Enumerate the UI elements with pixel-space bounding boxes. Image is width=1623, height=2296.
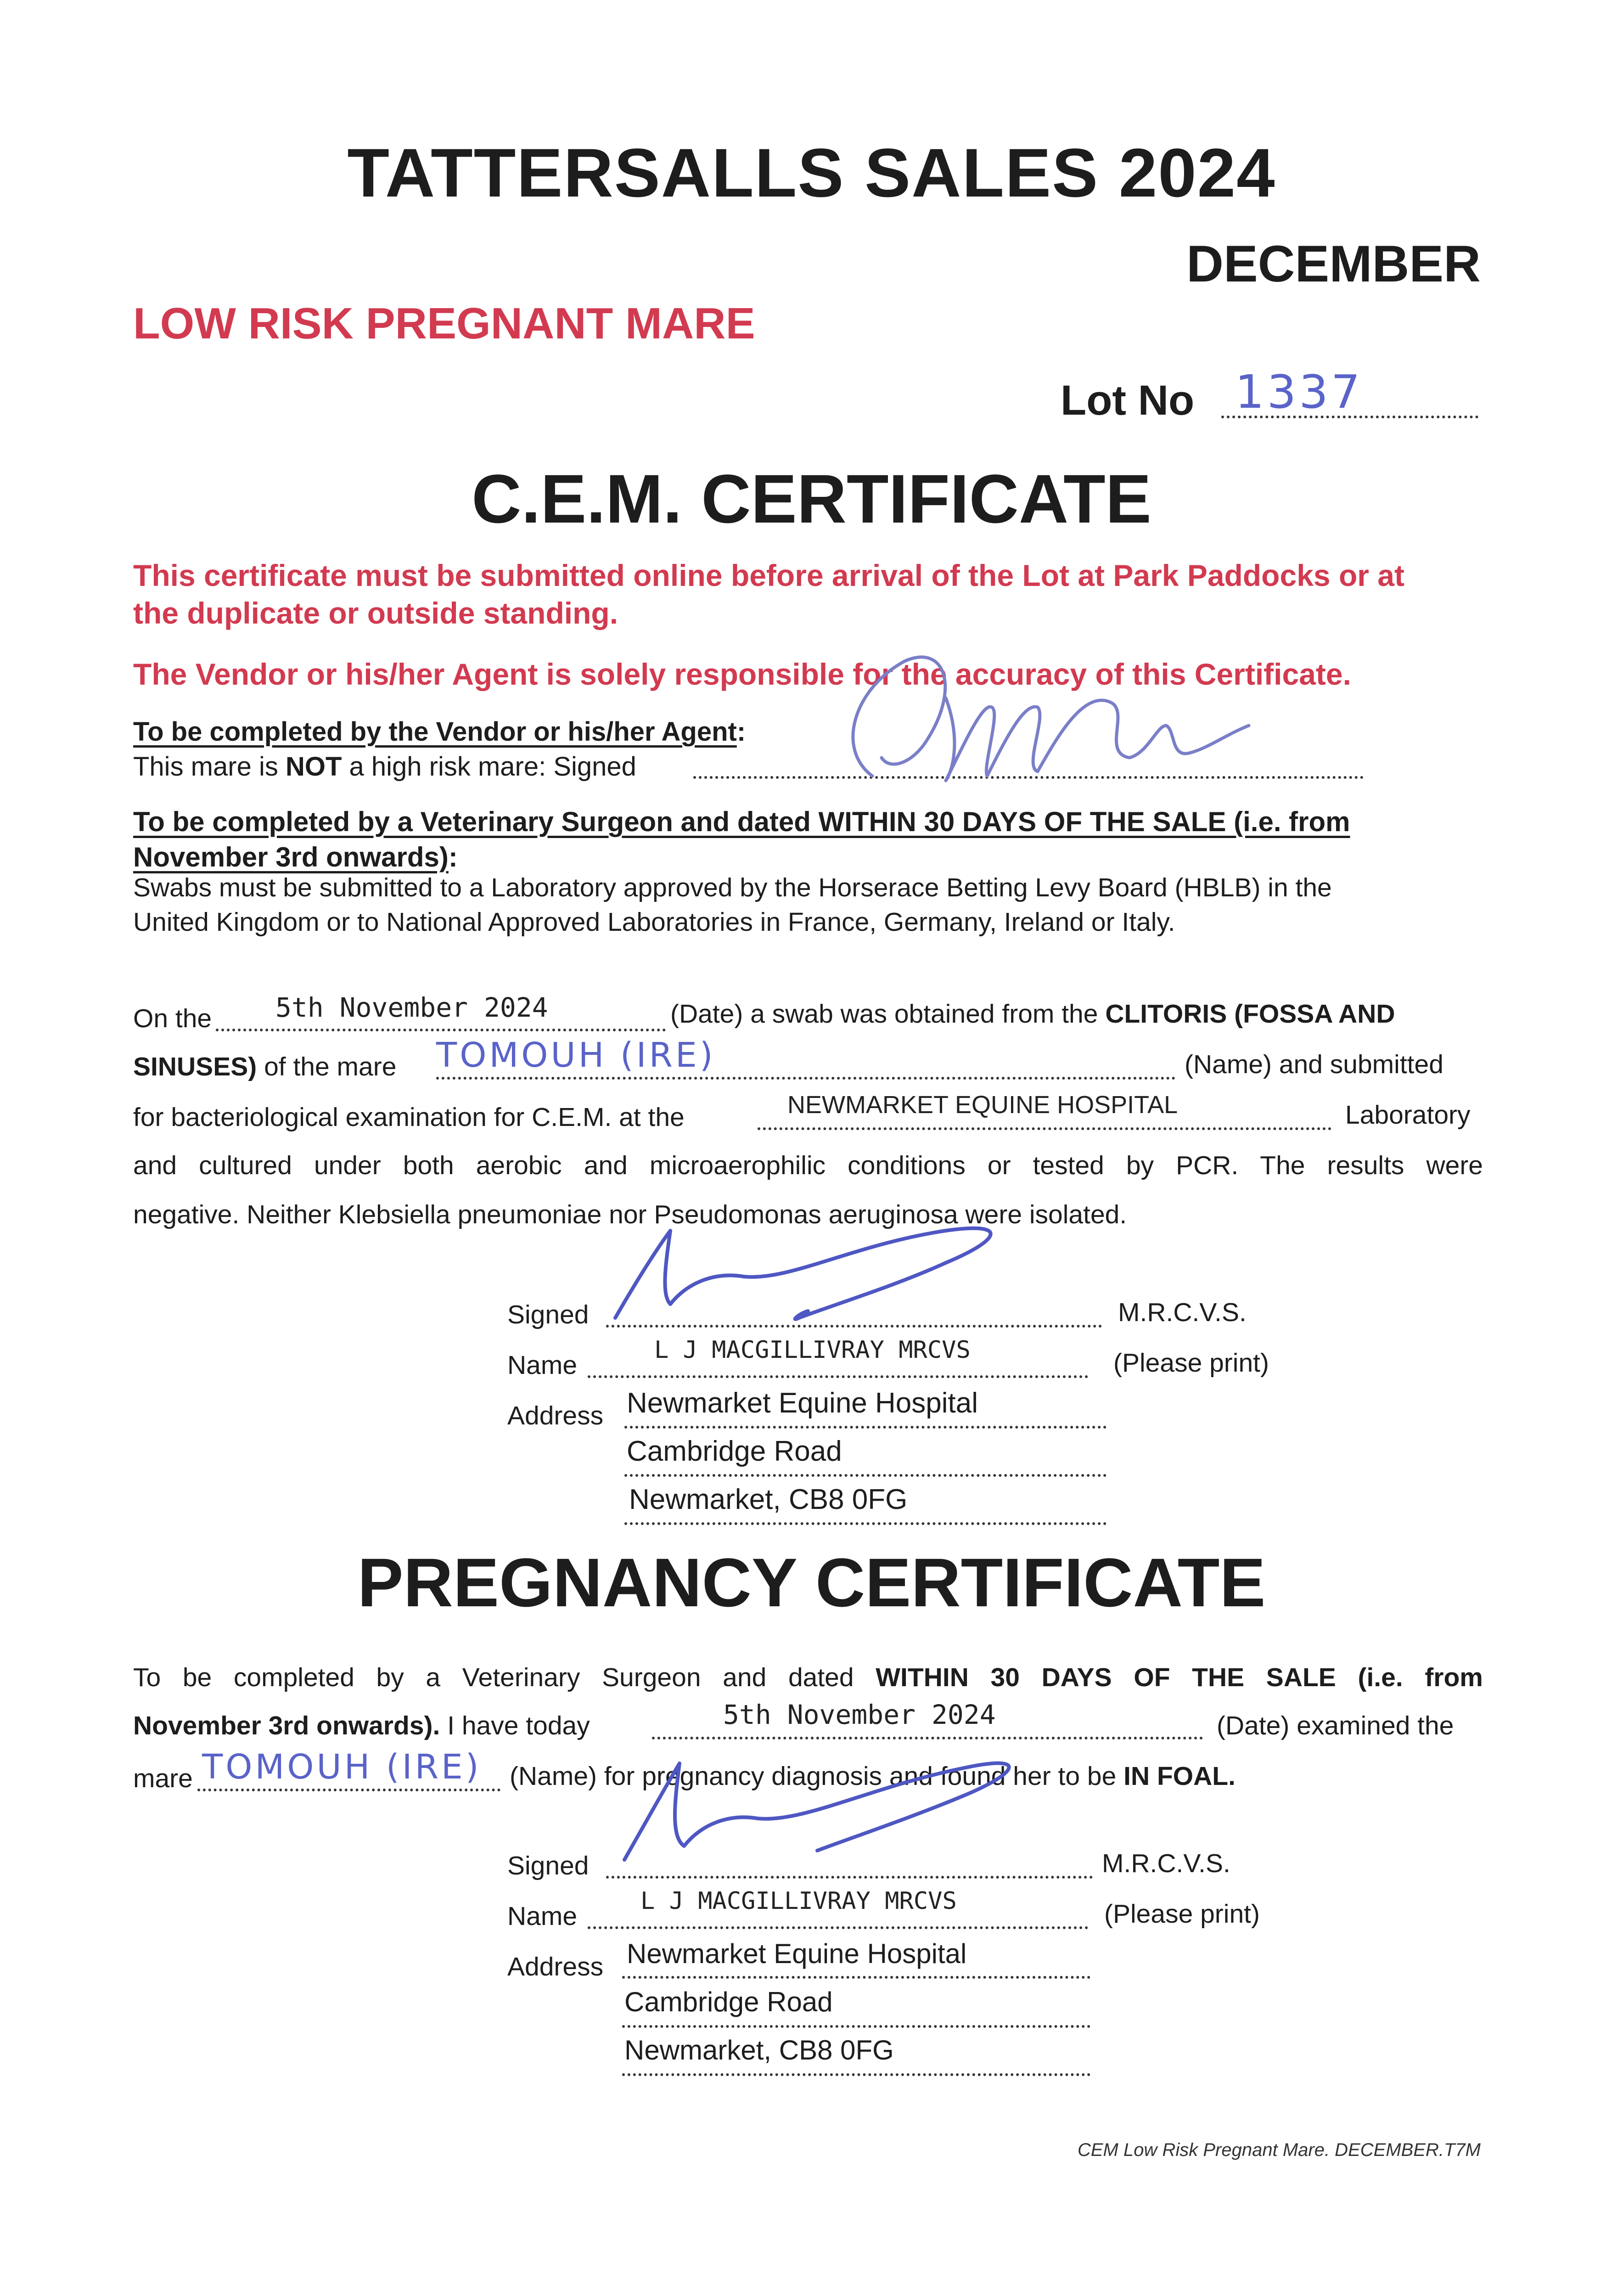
sinuses-line: SINUSES) of the mare: [133, 1052, 397, 1081]
pregnancy-signed-label: Signed: [507, 1851, 589, 1880]
pregnancy-name-line: [588, 1926, 1088, 1929]
laboratory-name-value: NEWMARKET EQUINE HOSPITAL: [787, 1091, 1178, 1119]
pregnancy-address-line1: Newmarket Equine Hospital: [627, 1938, 967, 1969]
pregnancy-date-suffix: (Date) examined the: [1217, 1711, 1454, 1740]
cem-signed-line: [606, 1325, 1102, 1328]
pregnancy-intro-line2: November 3rd onwards). I have today: [133, 1711, 590, 1740]
pregnancy-address-line3: Newmarket, CB8 0FG: [624, 2035, 894, 2065]
pregnancy-signed-line: [606, 1876, 1093, 1879]
cem-address-line3-dots: [624, 1522, 1106, 1525]
pregnancy-intro-line1: To be completed by a Veterinary Surgeon and dated WITHIN 30 DAYS OF THE SALE (i.e. from: [133, 1663, 1483, 1692]
pregnancy-address-label: Address: [507, 1952, 604, 1981]
pregnancy-address-line2-dots: [622, 2025, 1090, 2028]
bacteriological-label: for bacteriological examination for C.E.M. at the: [133, 1103, 685, 1132]
laboratory-name-line: [758, 1127, 1331, 1130]
cem-please-print: (Please print): [1113, 1348, 1269, 1378]
pregnancy-mare-name-value: TOMOUH (IRE): [202, 1747, 482, 1787]
pregnancy-mare-label: mare: [133, 1764, 193, 1793]
swab-note-line2: United Kingdom or to National Approved Laboratories in France, Germany, Ireland or Italy.: [133, 907, 1175, 937]
swab-date-suffix: (Date) a swab was obtained from the CLITORIS (FOSSA AND: [670, 999, 1395, 1029]
swab-note: Swabs must be submitted to a Laboratory approved by the Horserace Betting Levy Board (HBLB) in the: [133, 873, 1332, 902]
pregnancy-address-line1-dots: [622, 1976, 1090, 1979]
pregnancy-diagnosis-statement: (Name) for pregnancy diagnosis and found her to be IN FOAL.: [510, 1761, 1236, 1791]
cem-address-line1: Newmarket Equine Hospital: [627, 1387, 978, 1419]
pregnancy-certificate-title: PREGNANCY CERTIFICATE: [357, 1544, 1266, 1621]
cem-address-line2-dots: [624, 1474, 1106, 1477]
vendor-section-heading: To be completed by the Vendor or his/her Agent:: [133, 717, 746, 747]
cem-signed-label: Signed: [507, 1300, 589, 1329]
pregnancy-vet-name-value: L J MACGILLIVRAY MRCVS: [640, 1887, 957, 1915]
cem-mare-name-value: TOMOUH (IRE): [436, 1035, 716, 1075]
vet-section-heading: To be completed by a Veterinary Surgeon and dated WITHIN 30 DAYS OF THE SALE (i.e. from: [133, 806, 1350, 837]
on-the-label: On the: [133, 1004, 212, 1033]
cem-vet-signature: [597, 1212, 1056, 1332]
cem-name-line: [588, 1375, 1088, 1378]
swab-date-value: 5th November 2024: [275, 992, 548, 1023]
vet-section-heading-line2: November 3rd onwards):: [133, 842, 458, 872]
swab-date-line: [216, 1029, 666, 1031]
pregnancy-address-line3-dots: [622, 2073, 1090, 2076]
culture-statement: and cultured under both aerobic and microaerophilic conditions or tested by PCR. The results were: [133, 1151, 1483, 1180]
lot-number-label: Lot No: [1061, 377, 1195, 424]
cem-name-label: Name: [507, 1351, 578, 1380]
cem-address-line2: Cambridge Road: [627, 1435, 842, 1467]
document-title: TATTERSALLS SALES 2024: [347, 134, 1276, 211]
responsibility-notice: The Vendor or his/her Agent is solely responsible for the accuracy of this Certificate.: [133, 657, 1351, 691]
cem-certificate-title: C.E.M. CERTIFICATE: [472, 460, 1151, 537]
sale-month: DECEMBER: [1186, 235, 1481, 293]
lot-number-value: 1337: [1235, 365, 1363, 419]
cem-vet-name-value: L J MACGILLIVRAY MRCVS: [654, 1336, 971, 1364]
cem-address-line3: Newmarket, CB8 0FG: [629, 1484, 908, 1515]
submission-notice: This certificate must be submitted online before arrival of the Lot at Park Paddocks or at: [133, 558, 1404, 592]
mare-category: LOW RISK PREGNANT MARE: [133, 299, 755, 348]
vendor-statement: This mare is NOT a high risk mare: Signed: [133, 752, 636, 782]
pregnancy-name-label: Name: [507, 1902, 578, 1931]
pregnancy-mare-name-line: [197, 1789, 500, 1791]
pregnancy-address-line2: Cambridge Road: [624, 1986, 833, 2017]
pregnancy-mrcvs-label: M.R.C.V.S.: [1102, 1849, 1230, 1878]
name-submitted-label: (Name) and submitted: [1185, 1050, 1443, 1079]
pregnancy-please-print: (Please print): [1104, 1899, 1260, 1929]
laboratory-label: Laboratory: [1345, 1100, 1471, 1130]
cem-mrcvs-label: M.R.C.V.S.: [1118, 1298, 1247, 1327]
submission-notice-line2: the duplicate or outside standing.: [133, 596, 618, 630]
pregnancy-date-value: 5th November 2024: [723, 1699, 996, 1730]
form-code: CEM Low Risk Pregnant Mare. DECEMBER.T7M: [1077, 2140, 1481, 2160]
negative-result-statement: negative. Neither Klebsiella pneumoniae nor Pseudomonas aeruginosa were isolated.: [133, 1200, 1127, 1229]
pregnancy-vet-signature: [606, 1736, 1065, 1874]
cem-mare-name-line: [436, 1077, 1175, 1080]
cem-address-label: Address: [507, 1401, 604, 1430]
vendor-signature: [808, 634, 1267, 799]
cem-address-line1-dots: [624, 1426, 1106, 1429]
